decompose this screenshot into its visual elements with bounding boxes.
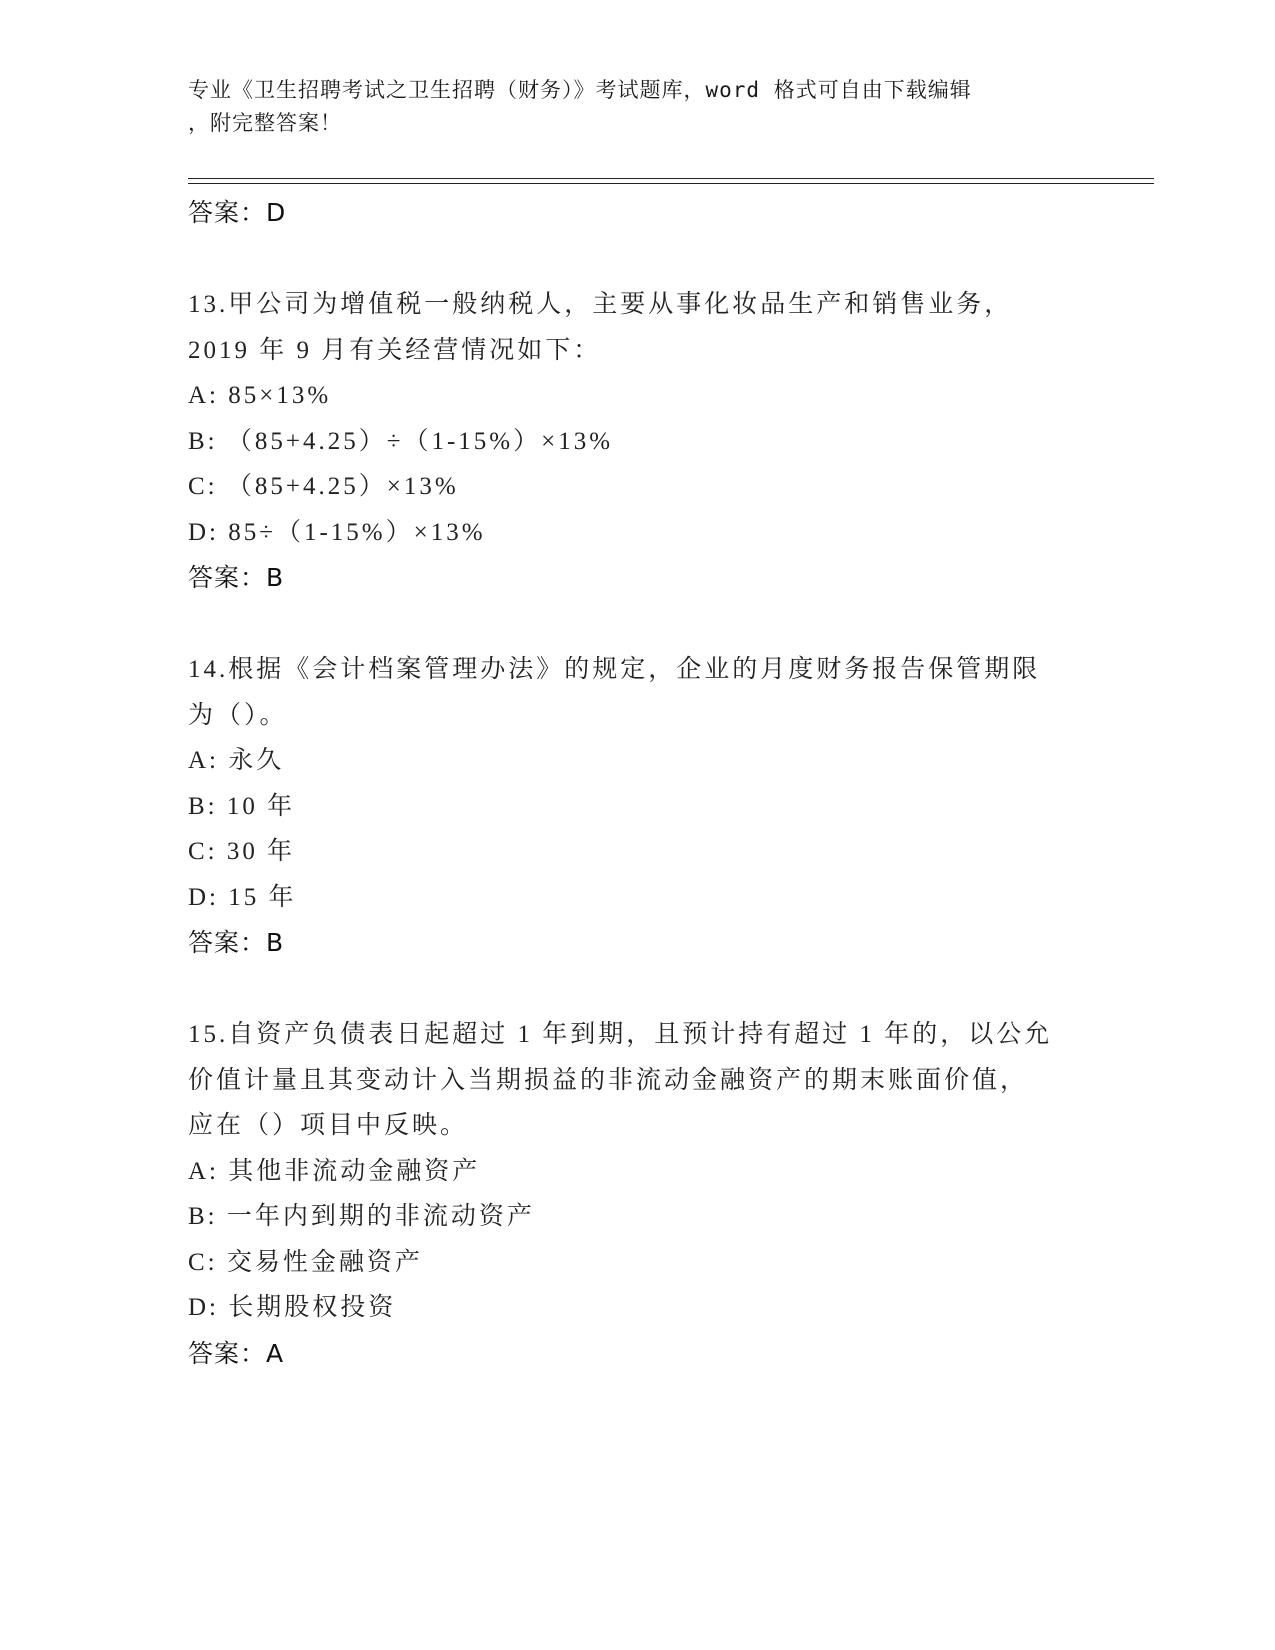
question-13 [188,282,1088,601]
page-header [188,74,1088,140]
header-line-1: 专业《卫生招聘考试之卫生招聘（财务）》考试题库，word 格式可自由下载编辑 [188,78,972,102]
question-text-line: 价值计量且其变动计入当期损益的非流动金融资产的期末账面价值， [188,1066,1029,1094]
question-text-line: 为（）。 [188,701,288,729]
option-d: D: 15 年 [188,883,297,911]
answer-line: 答案：D [188,198,287,227]
content-body [188,190,1088,1377]
option-c: C: 交易性金融资产 [188,1248,423,1276]
option-d: D: 长期股权投资 [188,1294,397,1321]
option-a: A: 85×13% [188,382,332,409]
header-divider [188,178,1154,184]
option-c: C: 30 年 [188,838,296,865]
answer-line: 答案：B [188,563,285,592]
question-text-line: 13.甲公司为增值税一般纳税人，主要从事化妆品生产和销售业务， [188,291,1013,318]
answer-line: 答案：B [188,928,285,957]
question-text-line: 应在（）项目中反映。 [188,1112,469,1139]
option-b: B: （85+4.25）÷（1-15%）×13% [188,427,614,455]
question-text-line: 14.根据《会计档案管理办法》的规定，企业的月度财务报告保管期限 [188,656,1041,683]
option-b: B: 10 年 [188,792,296,820]
question-text-line: 15.自资产负债表日起超过 1 年到期，且预计持有超过 1 年的，以公允 [188,1021,1053,1048]
answer-line: 答案：A [188,1338,285,1368]
question-14 [188,647,1088,966]
option-b: B: 一年内到期的非流动资产 [188,1203,535,1230]
option-d: D: 85÷（1-15%）×13% [188,518,486,546]
option-a: A: 永久 [188,747,285,774]
option-a: A: 其他非流动金融资产 [188,1157,481,1185]
question-15 [188,1012,1088,1377]
header-line-2: ，附完整答案！ [188,111,342,135]
option-c: C: （85+4.25）×13% [188,473,459,500]
question-text-line: 2019 年 9 月有关经营情况如下： [188,336,602,364]
